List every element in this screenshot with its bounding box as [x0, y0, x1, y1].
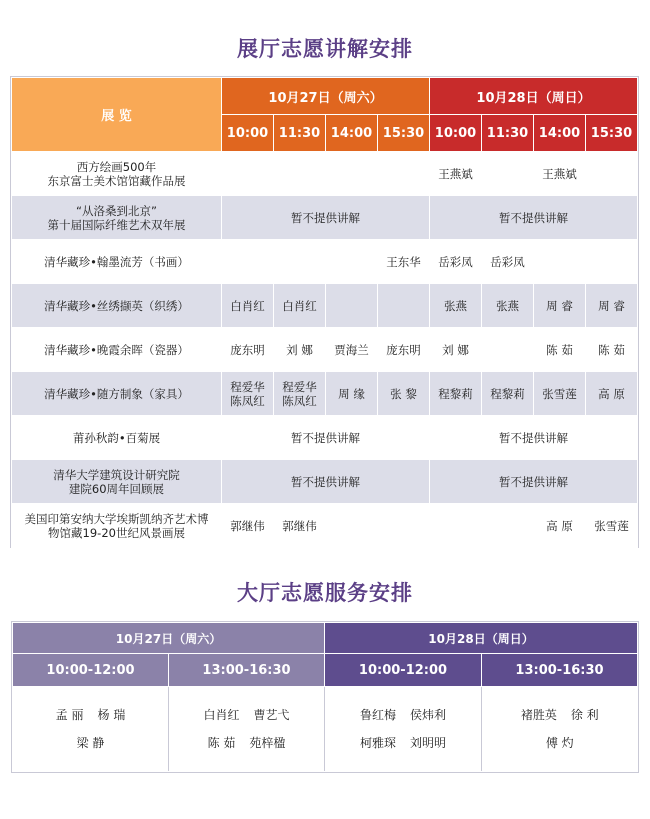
hall-day2-header: 10月28日（周日） — [325, 623, 638, 654]
guide-name-cell — [482, 504, 534, 548]
guide-name-cell: 陈 茹 — [534, 328, 586, 372]
guide-name-cell — [274, 152, 326, 196]
hall-schedule-title: 大厅志愿服务安排 — [237, 581, 413, 605]
guide-name-cell: 刘 娜 — [430, 328, 482, 372]
exhibit-name: 清华藏珍•晚霞余晖（瓷器） — [12, 328, 222, 372]
guide-name-cell: 周 睿 — [586, 284, 638, 328]
guide-name-cell — [378, 504, 430, 548]
volunteer-name: 鲁红梅 — [359, 708, 396, 722]
hall-day1-header: 10月27日（周六） — [13, 623, 325, 654]
exhibit-column-header: 展 览 — [12, 78, 222, 152]
guide-name-cell: 陈 茹 — [586, 328, 638, 372]
exhibit-name: “从洛桑到北京” 第十届国际纤维艺术双年展 — [12, 196, 222, 240]
volunteer-name: 孟 丽 — [55, 708, 84, 722]
no-guide-note: 暂不提供讲解 — [430, 196, 638, 240]
guide-name-cell — [482, 152, 534, 196]
guide-name-cell: 张雪莲 — [534, 372, 586, 416]
hall-time-slot: 10:00-12:00 — [13, 654, 169, 687]
guide-name-cell: 岳彩凤 — [482, 240, 534, 284]
exhibit-name: 莆孙秋韵•百菊展 — [12, 416, 222, 460]
exhibit-schedule-title: 展厅志愿讲解安排 — [237, 37, 413, 61]
guide-name-cell: 白肖红 — [274, 284, 326, 328]
time-slot-header: 14:00 — [534, 115, 586, 152]
guide-name-cell — [586, 240, 638, 284]
guide-name-cell: 刘 娜 — [274, 328, 326, 372]
guide-name-cell: 程黎莉 — [430, 372, 482, 416]
no-guide-note: 暂不提供讲解 — [222, 416, 430, 460]
volunteer-name: 侯炜利 — [410, 708, 447, 722]
no-guide-note: 暂不提供讲解 — [430, 416, 638, 460]
volunteer-line — [169, 729, 324, 757]
guide-name-cell: 程爱华 陈凤红 — [222, 372, 274, 416]
guide-name-cell: 王东华 — [378, 240, 430, 284]
volunteer-name: 杨 瑞 — [97, 708, 126, 722]
guide-name-cell: 张 黎 — [378, 372, 430, 416]
guide-name-cell: 贾海兰 — [326, 328, 378, 372]
exhibit-name: 清华大学建筑设计研究院 建院60周年回顾展 — [12, 460, 222, 504]
time-slot-header: 14:00 — [326, 115, 378, 152]
hall-volunteer-cell — [325, 687, 482, 772]
guide-name-cell: 高 原 — [586, 372, 638, 416]
table-row — [12, 284, 638, 328]
guide-name-cell: 高 原 — [534, 504, 586, 548]
no-guide-note: 暂不提供讲解 — [222, 196, 430, 240]
volunteer-line — [482, 701, 638, 729]
guide-name-cell: 周 睿 — [534, 284, 586, 328]
guide-name-cell: 程黎莉 — [482, 372, 534, 416]
table-row — [12, 460, 638, 504]
exhibit-name: 美国印第安纳大学埃斯凯纳齐艺术博 物馆藏19-20世纪风景画展 — [12, 504, 222, 548]
guide-name-cell — [326, 240, 378, 284]
exhibit-schedule-table — [11, 77, 638, 548]
no-guide-note: 暂不提供讲解 — [430, 460, 638, 504]
guide-name-cell: 庞东明 — [222, 328, 274, 372]
guide-name-cell: 郭继伟 — [222, 504, 274, 548]
guide-name-cell — [378, 284, 430, 328]
volunteer-name: 陈 茹 — [207, 736, 236, 750]
time-slot-header: 10:00 — [430, 115, 482, 152]
volunteer-line — [13, 729, 168, 757]
volunteer-line — [325, 729, 481, 757]
table-row — [12, 196, 638, 240]
guide-name-cell: 王燕斌 — [534, 152, 586, 196]
guide-name-cell: 张燕 — [482, 284, 534, 328]
exhibit-name: 清华藏珍•丝绣撷英（织绣） — [12, 284, 222, 328]
hall-volunteer-cell — [482, 687, 638, 772]
guide-name-cell: 白肖红 — [222, 284, 274, 328]
guide-name-cell: 郭继伟 — [274, 504, 326, 548]
table-row — [12, 328, 638, 372]
hall-volunteer-cell — [169, 687, 325, 772]
hall-volunteer-cell — [13, 687, 169, 772]
hall-time-slot: 13:00-16:30 — [169, 654, 325, 687]
guide-name-cell — [222, 240, 274, 284]
volunteer-name: 褚胜英 — [520, 708, 557, 722]
table-row — [12, 372, 638, 416]
guide-name-cell: 张燕 — [430, 284, 482, 328]
volunteer-name: 梁 静 — [76, 736, 105, 750]
volunteer-line — [325, 701, 481, 729]
guide-name-cell — [482, 328, 534, 372]
time-slot-header: 11:30 — [482, 115, 534, 152]
time-slot-header: 11:30 — [274, 115, 326, 152]
guide-name-cell — [326, 152, 378, 196]
table-row — [12, 152, 638, 196]
guide-name-cell — [586, 152, 638, 196]
guide-name-cell — [430, 504, 482, 548]
guide-name-cell — [326, 504, 378, 548]
time-slot-header: 15:30 — [586, 115, 638, 152]
guide-name-cell — [534, 240, 586, 284]
volunteer-line — [169, 701, 324, 729]
exhibit-name: 清华藏珍•随方制象（家具） — [12, 372, 222, 416]
day2-header: 10月28日（周日） — [430, 78, 638, 115]
exhibit-name: 清华藏珍•翰墨流芳（书画） — [12, 240, 222, 284]
guide-name-cell — [378, 152, 430, 196]
guide-name-cell — [326, 284, 378, 328]
day1-header: 10月27日（周六） — [222, 78, 430, 115]
guide-name-cell: 张雪莲 — [586, 504, 638, 548]
guide-name-cell: 庞东明 — [378, 328, 430, 372]
table-row — [12, 240, 638, 284]
hall-time-slot: 13:00-16:30 — [482, 654, 638, 687]
table-row — [12, 504, 638, 548]
exhibit-name: 西方绘画500年 东京富士美术馆馆藏作品展 — [12, 152, 222, 196]
volunteer-name: 傅 灼 — [545, 736, 574, 750]
volunteer-line — [482, 729, 638, 757]
time-slot-header: 15:30 — [378, 115, 430, 152]
volunteer-name: 刘明明 — [410, 736, 447, 750]
volunteer-line — [13, 701, 168, 729]
guide-name-cell: 周 缘 — [326, 372, 378, 416]
hall-schedule-table — [12, 622, 638, 772]
guide-name-cell: 程爱华 陈凤红 — [274, 372, 326, 416]
time-slot-header: 10:00 — [222, 115, 274, 152]
table-row — [12, 416, 638, 460]
guide-name-cell — [222, 152, 274, 196]
volunteer-name: 徐 利 — [570, 708, 599, 722]
volunteer-name: 柯雅琛 — [359, 736, 396, 750]
volunteer-name: 白肖红 — [203, 708, 240, 722]
volunteer-name: 曹艺弋 — [253, 708, 290, 722]
no-guide-note: 暂不提供讲解 — [222, 460, 430, 504]
guide-name-cell — [274, 240, 326, 284]
guide-name-cell: 王燕斌 — [430, 152, 482, 196]
volunteer-name: 苑梓楹 — [249, 736, 286, 750]
hall-time-slot: 10:00-12:00 — [325, 654, 482, 687]
guide-name-cell: 岳彩凤 — [430, 240, 482, 284]
